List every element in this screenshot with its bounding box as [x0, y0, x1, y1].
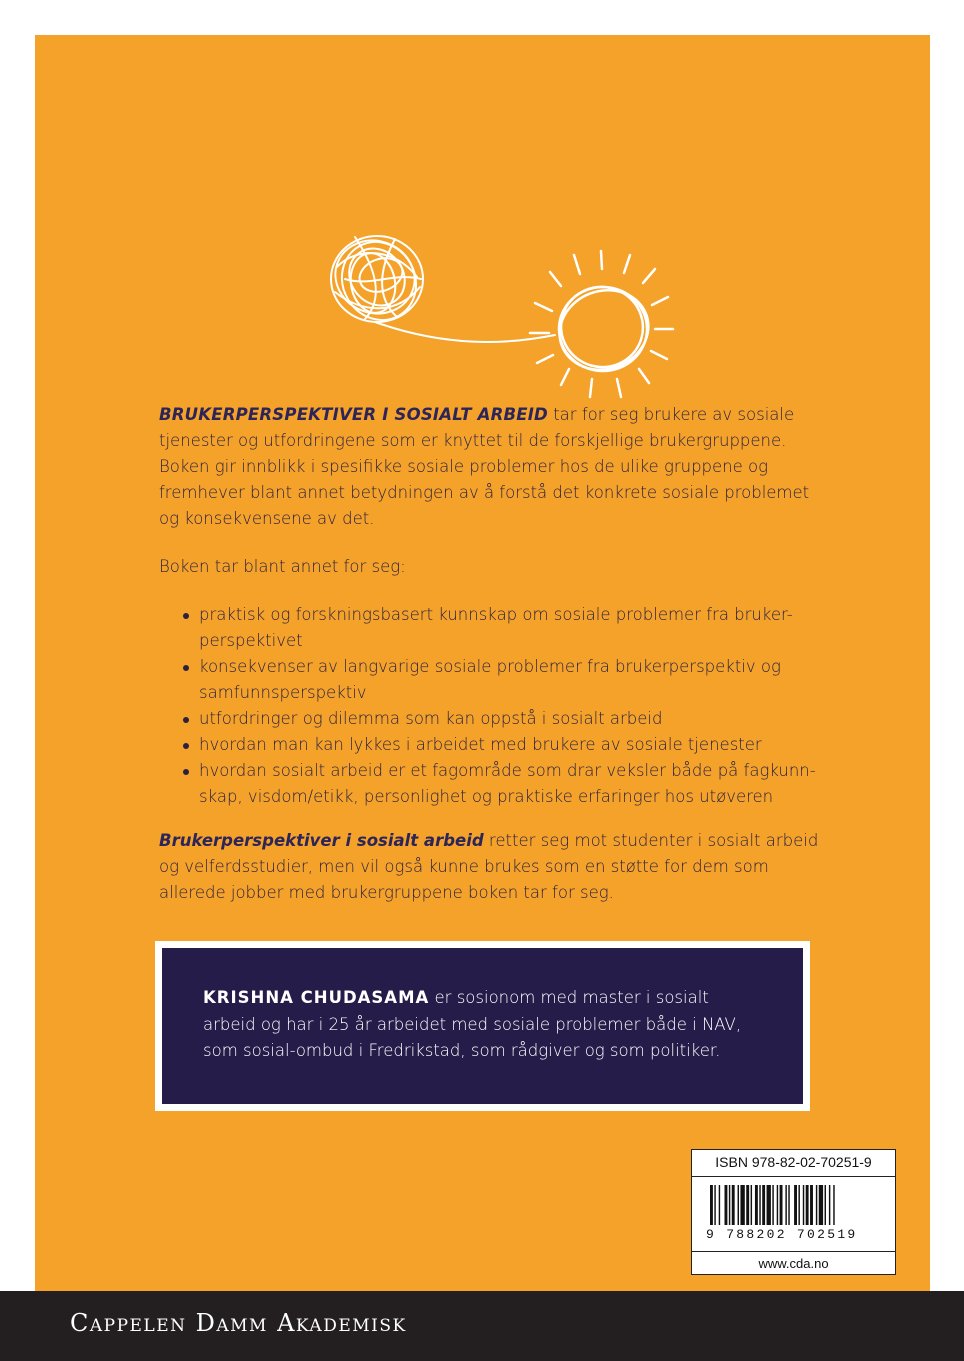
barcode-bar [788, 1185, 789, 1225]
barcode-bar [755, 1185, 758, 1225]
barcode-bar [729, 1185, 730, 1225]
divider [692, 1176, 895, 1177]
barcode-bar [829, 1185, 830, 1225]
author-bio: er sosionom med master i sosialt arbeid og har i 25 år arbeidet med sosiale problemer både i NAV, som sosial-ombud i Fredrikstad, som rådgiver og som politiker. [203, 988, 742, 1060]
lead-in: Boken tar blant annet for seg: [159, 557, 406, 576]
sun-icon [530, 251, 673, 397]
book-title: BRUKERPERSPEKTIVER I SOSIALT ARBEID [159, 405, 548, 424]
publisher-logo: Cappelen Damm Akademisk [70, 1309, 407, 1337]
author-frame [155, 941, 810, 1111]
barcode-bar [772, 1185, 773, 1225]
barcode-bar [810, 1185, 813, 1225]
publisher-bar [0, 1291, 964, 1361]
isbn-text: ISBN 978-82-02-70251-9 [715, 1154, 872, 1170]
barcode-bar [767, 1185, 771, 1225]
topic-list [159, 602, 819, 810]
barcode-bar [777, 1185, 778, 1225]
barcode-bar [780, 1185, 783, 1225]
barcode-icon [710, 1185, 880, 1225]
barcode-digits: 9 788202 702519 [706, 1227, 858, 1242]
barcode-bar [816, 1185, 817, 1225]
barcode-bar [746, 1185, 749, 1225]
barcode-bar [759, 1185, 760, 1225]
barcode-bar [714, 1185, 715, 1225]
barcode-bar [825, 1185, 826, 1225]
barcode-bar [794, 1185, 797, 1225]
barcode-bar [738, 1185, 739, 1225]
barcode-bar [785, 1185, 786, 1225]
barcode-bar [740, 1185, 744, 1225]
list-item: utfordringer og dilemma som kan oppstå i sosialt arbeid [159, 706, 819, 732]
closing-paragraph [159, 828, 819, 906]
barcode-bar [833, 1185, 834, 1225]
website-link[interactable]: www.cda.no [758, 1256, 829, 1271]
barcode-bar [806, 1185, 809, 1225]
intro-paragraph [159, 402, 819, 532]
barcode-box [691, 1149, 896, 1275]
barcode-bar [798, 1185, 799, 1225]
yarn-ball-icon [325, 228, 555, 342]
barcode-bar [732, 1185, 735, 1225]
list-item: praktisk og forskningsbasert kunnskap om sosiale problemer fra bruker-perspektivet [159, 602, 819, 654]
list-item: konsekvenser av langvarige sosiale problemer fra brukerperspektiv og samfunnsperspektiv [159, 654, 819, 706]
author-name: KRISHNA CHUDASAMA [203, 988, 430, 1007]
barcode-bar [710, 1185, 713, 1225]
barcode-bar [751, 1185, 752, 1225]
list-item: hvordan man kan lykkes i arbeidet med brukere av sosiale tjenester [159, 732, 819, 758]
back-cover [35, 35, 930, 1291]
barcode-bar [819, 1185, 823, 1225]
closing-text: retter seg mot studenter i sosialt arbeid og velferdsstudier, men vil også kunne brukes som en støtte for dem som allerede jobber med brukergruppene boken tar for seg. [159, 831, 819, 902]
divider [692, 1251, 895, 1252]
barcode-bar [762, 1185, 765, 1225]
list-item: hvordan sosialt arbeid er et fagområde som drar veksler både på fagkunn-skap, visdom/etikk, personlighet og praktiske erfaringer hos utøveren [159, 758, 819, 810]
barcode-bar [725, 1185, 728, 1225]
author-box [162, 948, 803, 1104]
description [159, 402, 819, 906]
barcode-bar [803, 1185, 804, 1225]
barcode-bar [719, 1185, 720, 1225]
intro-text: tar for seg brukere av sosiale tjenester og utfordringene som er knyttet til de forskjellige brukergruppene. Boken gir innblikk i spesifikke sosiale problemer hos de ulike gruppene og fremhever blant annet betydningen av å forstå det konkrete sosiale problemet og konsekvensene av det. [159, 405, 810, 528]
yarn-and-sun-illustration [325, 217, 685, 407]
book-title-italic: Brukerperspektiver i sosialt arbeid [159, 831, 484, 850]
